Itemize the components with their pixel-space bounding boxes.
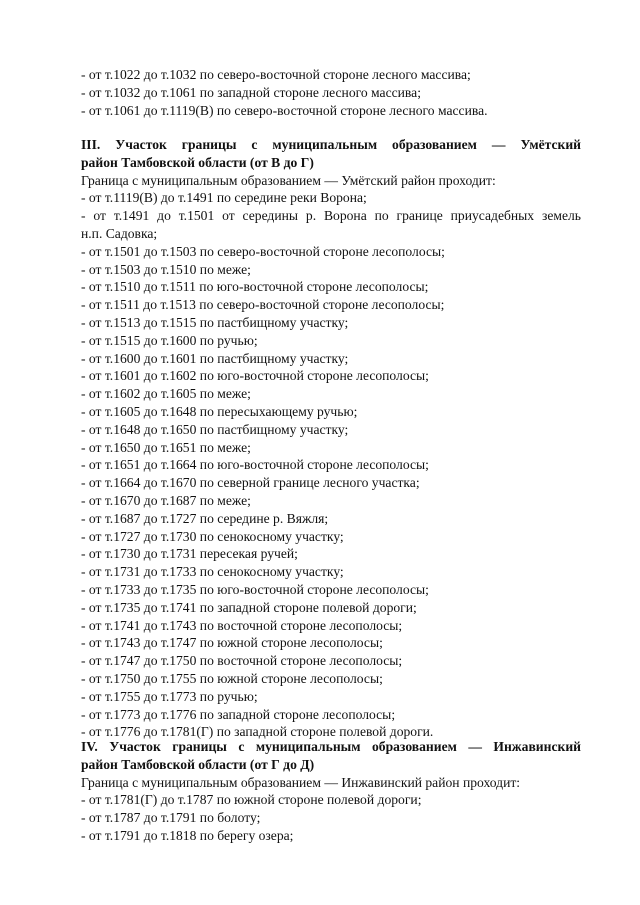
list-item: - от т.1515 до т.1600 по ручью; (81, 332, 258, 348)
continued-list (81, 66, 581, 119)
list-item: - от т.1503 до т.1510 по меже; (81, 261, 251, 277)
section-heading-continued: район Тамбовской области (от Г до Д) (81, 756, 315, 772)
list-item: - от т.1491 до т.1501 от середины р. Ворона по границе приусадебных земель (81, 208, 581, 224)
section-4 (81, 738, 581, 845)
list-item: - от т.1651 до т.1664 по юго-восточной стороне лесополосы; (81, 457, 429, 473)
list-item: - от т.1510 до т.1511 по юго-восточной стороне лесополосы; (81, 279, 429, 295)
section-heading: III. Участок границы с муниципальным образованием — Умётский (81, 137, 581, 152)
list-item: - от т.1743 до т.1747 по южной стороне лесополосы; (81, 635, 383, 651)
list-item: - от т.1687 до т.1727 по середине р. Вяжля; (81, 510, 329, 526)
list-item: - от т.1787 до т.1791 по болоту; (81, 810, 261, 826)
list-item: - от т.1755 до т.1773 по ручью; (81, 688, 258, 704)
list-item: - от т.1747 до т.1750 по восточной стороне лесополосы; (81, 653, 403, 669)
list-item: - от т.1602 до т.1605 по меже; (81, 386, 251, 402)
list-item-continued: н.п. Садовка; (81, 225, 158, 241)
list-item: - от т.1022 до т.1032 по северо-восточной стороне лесного массива; (81, 67, 471, 82)
list-item: - от т.1061 до т.1119(В) по северо-восточной стороне лесного массива. (81, 102, 488, 118)
list-item: - от т.1741 до т.1743 по восточной стороне лесополосы; (81, 617, 403, 633)
section-heading-continued: район Тамбовской области (от В до Г) (81, 154, 314, 170)
list-item: - от т.1648 до т.1650 по пастбищному участку; (81, 421, 349, 437)
section-intro: Граница с муниципальным образованием — Умётский район проходит: (81, 172, 496, 188)
list-item: - от т.1650 до т.1651 по меже; (81, 439, 251, 455)
section-3 (81, 136, 581, 741)
list-item: - от т.1032 до т.1061 по западной стороне лесного массива; (81, 84, 421, 100)
section-heading: IV. Участок границы с муниципальным образованием — Инжавинский (81, 739, 581, 754)
list-item: - от т.1511 до т.1513 по северо-восточной стороне лесополосы; (81, 297, 445, 313)
list-item: - от т.1781(Г) до т.1787 по южной стороне полевой дороги; (81, 792, 422, 808)
list-item: - от т.1119(В) до т.1491 по середине реки Ворона; (81, 190, 367, 206)
list-item: - от т.1605 до т.1648 по пересыхающему ручью; (81, 403, 358, 419)
list-item: - от т.1730 до т.1731 пересекая ручей; (81, 546, 298, 562)
list-item: - от т.1733 до т.1735 по юго-восточной стороне лесополосы; (81, 581, 429, 597)
list-item: - от т.1513 до т.1515 по пастбищному участку; (81, 314, 349, 330)
list-item: - от т.1735 до т.1741 по западной стороне полевой дороги; (81, 599, 417, 615)
list-item: - от т.1600 до т.1601 по пастбищному участку; (81, 350, 349, 366)
list-item: - от т.1727 до т.1730 по сенокосному участку; (81, 528, 344, 544)
list-item: - от т.1776 до т.1781(Г) по западной стороне полевой дороги. (81, 724, 434, 740)
list-item: - от т.1664 до т.1670 по северной границе лесного участка; (81, 475, 420, 491)
list-item: - от т.1670 до т.1687 по меже; (81, 492, 251, 508)
list-item: - от т.1601 до т.1602 по юго-восточной стороне лесополосы; (81, 368, 429, 384)
list-item: - от т.1731 до т.1733 по сенокосному участку; (81, 564, 344, 580)
list-item: - от т.1791 до т.1818 по берегу озера; (81, 827, 294, 843)
list-item: - от т.1773 до т.1776 по западной стороне лесополосы; (81, 706, 396, 722)
section-intro: Граница с муниципальным образованием — Инжавинский район проходит: (81, 774, 521, 790)
list-item: - от т.1750 до т.1755 по южной стороне лесополосы; (81, 670, 383, 686)
list-item: - от т.1501 до т.1503 по северо-восточной стороне лесополосы; (81, 243, 445, 259)
